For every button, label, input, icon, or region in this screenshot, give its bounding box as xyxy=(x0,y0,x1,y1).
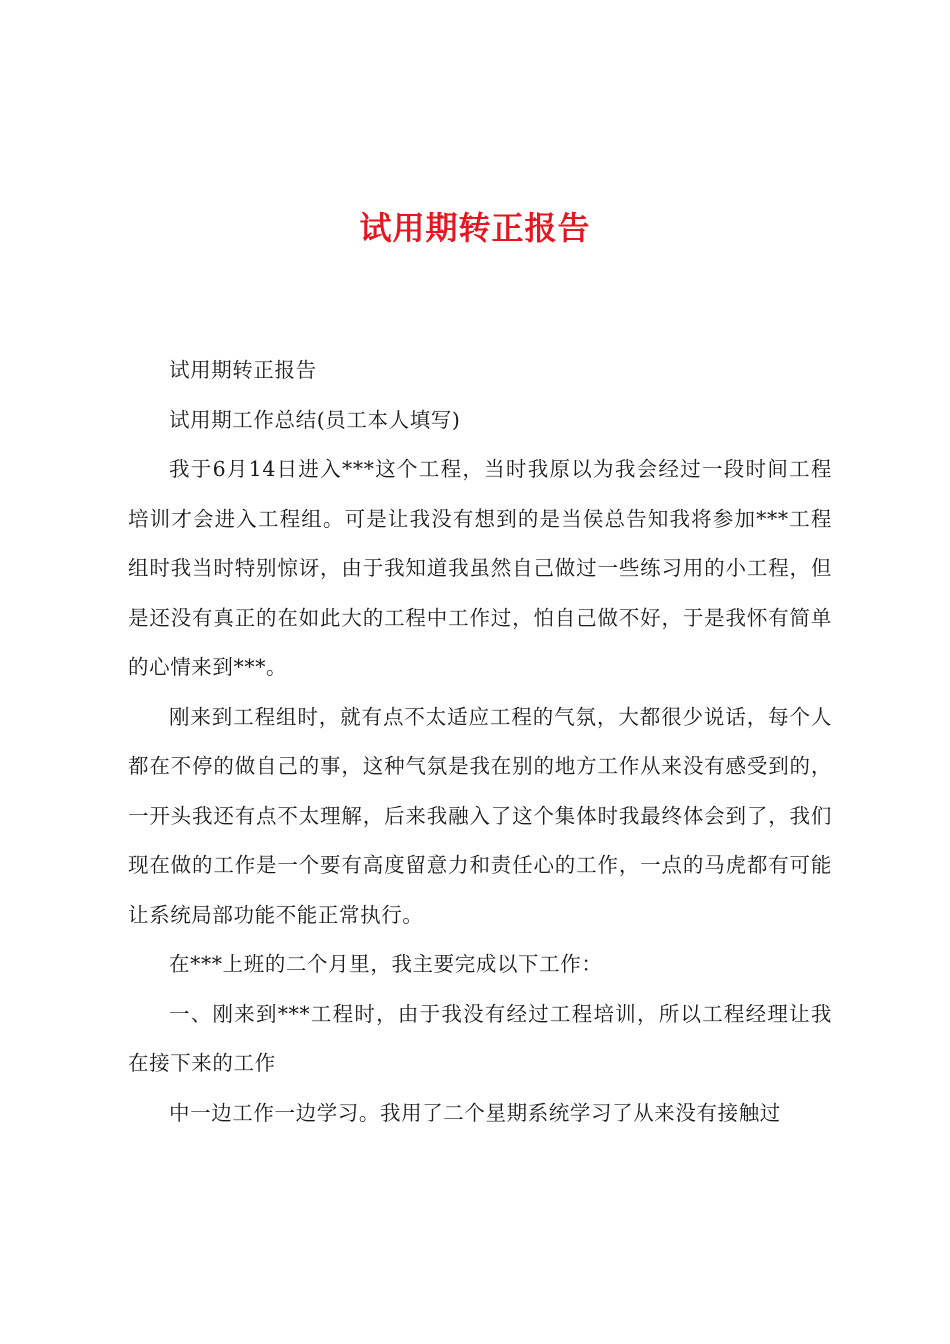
paragraph: 我于6月14日进入***这个工程，当时我原以为我会经过一段时间工程培训才会进入工程组。可是让我没有想到的是当侯总告知我将参加***工程组时我当时特别惊讶，由于我知道我虽然自己做过一些练习用的小工程，但是还没有真正的在如此大的工程中工作过，怕自己做不好，于是我怀有简单的心情来到***。 xyxy=(128,457,832,679)
paragraph: 在***上班的二个月里，我主要完成以下工作： xyxy=(169,952,603,976)
paragraph: 中一边工作一边学习。我用了二个星期系统学习了从来没有接触过 xyxy=(169,1100,781,1125)
document-body xyxy=(128,346,832,1138)
document-title: 试用期转正报告 xyxy=(359,209,591,247)
paragraph: 刚来到工程组时，就有点不太适应工程的气氛，大都很少说话，每个人都在不停的做自己的事，这种气氛是我在别的地方工作从来没有感受到的，一开头我还有点不太理解，后来我融入了这个集体时我最终体会到了，我们现在做的工作是一个要有高度留意力和责任心的工作，一点的马虎都有可能让系统局部功能不能正常执行。 xyxy=(128,704,832,927)
paragraph-subheading: 试用期工作总结(员工本人填写) xyxy=(169,407,461,432)
paragraph-heading: 试用期转正报告 xyxy=(169,358,317,382)
paragraph: 一、刚来到***工程时，由于我没有经过工程培训，所以工程经理让我在接下来的工作 xyxy=(128,1001,832,1075)
